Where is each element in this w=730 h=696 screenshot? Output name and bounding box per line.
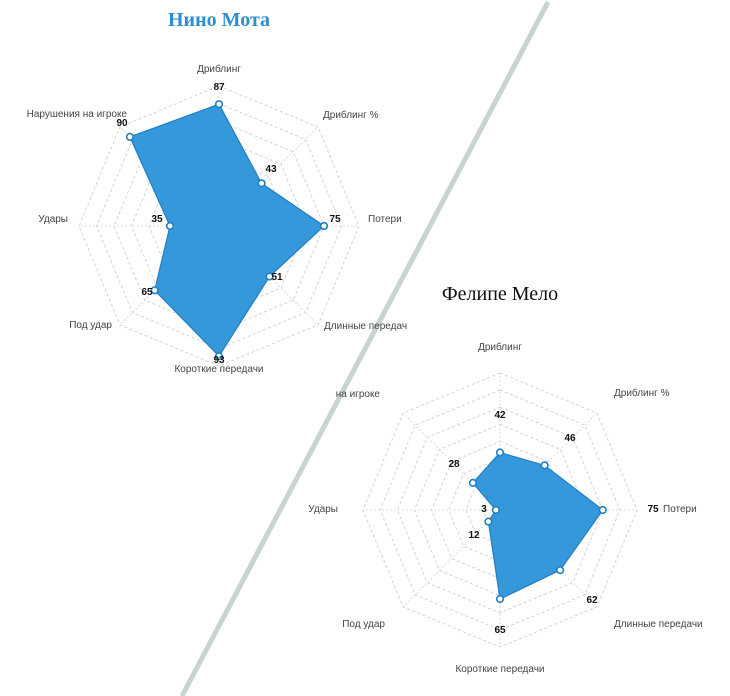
axis-label-нарушения-на-игроке: Нарушения на игроке [26,109,127,120]
value-label-под-удар: 65 [141,287,153,298]
data-point-короткие-передачи [497,596,504,603]
data-point-под-удар [485,518,492,525]
axis-label-дриблинг: Дриблинг [197,64,241,75]
axis-label-потери: Потери [368,214,402,225]
data-point-на-игроке [470,480,477,487]
value-label-удары: 35 [151,214,163,225]
value-label-дриблинг: 42 [494,410,506,421]
chart-title-felipe-melo: Фелипе Мело [441,283,559,305]
axis-label-короткие-передачи: Короткие передачи [174,364,264,375]
value-label-дриблинг: 43 [265,164,277,175]
axis-label-под-удар: Под удар [342,619,385,630]
axis-label-длинные-передач: Длинные передач [324,321,408,332]
data-point-удары [493,507,500,514]
data-point-потери [600,507,607,514]
data-point-дриблинг [541,462,548,469]
axis-label-дриблинг: Дриблинг [478,342,522,353]
data-point-длинные-передачи [557,567,564,574]
value-label-длинные-передачи: 62 [586,595,598,606]
value-label-удары: 3 [481,504,487,515]
value-label-потери: 75 [329,214,341,225]
radar-chart-nino-mota [27,9,407,375]
data-point-дриблинг [216,101,223,108]
data-polygon [130,104,324,356]
value-label-на-игроке: 28 [448,459,460,470]
radar-area [470,449,606,602]
radar-area [127,101,328,360]
value-label-длинные-передач: 51 [271,272,283,283]
value-label-потери: 75 [647,504,659,515]
axis-label-короткие-передачи: Короткие передачи [455,664,545,675]
data-point-удары [167,223,174,230]
data-point-дриблинг [497,449,504,456]
value-label-короткие-передачи: 93 [213,355,225,366]
axis-label-дриблинг: Дриблинг % [614,388,670,399]
axis-label-длинные-передачи: Длинные передачи [614,619,703,630]
axis-label-потери: Потери [663,504,697,515]
value-label-дриблинг: 87 [213,82,225,93]
data-point-нарушения-на-игроке [127,134,134,141]
axis-label-удары: Удары [38,214,68,225]
chart-title-nino-mota: Нино Мота [167,9,271,31]
axis-label-на-игроке: на игроке [335,389,380,400]
data-point-потери [321,223,328,230]
value-label-короткие-передачи: 65 [494,625,506,636]
value-label-дриблинг: 46 [564,433,576,444]
value-label-под-удар: 12 [468,530,480,541]
axis-label-удары: Удары [308,504,338,515]
data-point-дриблинг [258,180,265,187]
axis-label-под-удар: Под удар [69,320,112,331]
value-label-нарушения-на-игроке: 90 [116,118,128,129]
data-polygon [473,453,603,600]
axis-label-дриблинг: Дриблинг % [323,110,379,121]
